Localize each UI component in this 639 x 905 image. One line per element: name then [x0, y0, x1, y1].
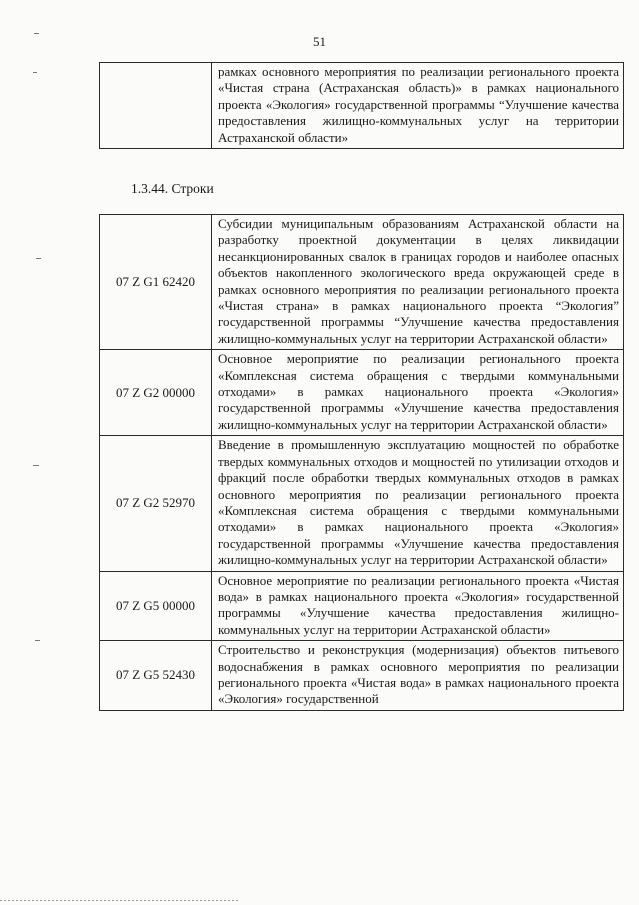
section-heading: 1.3.44. Строки: [131, 181, 214, 196]
code-cell: 07 Z G1 62420: [100, 215, 212, 350]
description-cell: Субсидии муниципальным образованиям Астраханской области на разработку проектной документации в целях ликвидации несанкционированных свалок в границах городов и наиболее опасных объектов накопленного экологического вреда окружающей среде в рамках основного мероприятия по реализации регионального проекта «Чистая страна» в рамках национального проекта “Экология” государственной программы “Улучшение качества предоставления жилищно-коммунальных услуг на территории Астраханской области»: [212, 215, 624, 350]
code-cell: 07 Z G5 00000: [100, 571, 212, 641]
table-row: [100, 215, 624, 350]
scan-edge-line: [0, 900, 240, 901]
scan-mark: [36, 258, 41, 259]
lines-table: [99, 214, 624, 711]
table-row: [100, 436, 624, 571]
code-cell: [100, 63, 212, 149]
page-number: 51: [313, 34, 326, 49]
scan-mark: [33, 465, 39, 466]
table-row: [100, 63, 624, 149]
description-cell: Основное мероприятие по реализации регионального проекта «Чистая вода» в рамках национального проекта «Экология» государственной программы «Улучшение качества предоставления жилищно-коммунальных услуг на территории Астраханской области»: [212, 571, 624, 641]
description-cell: Введение в промышленную эксплуатацию мощностей по обработке твердых коммунальных отходов и мощностей по утилизации отходов и фракций после обработки твердых коммунальных отходов в рамках основного мероприятия по реализации регионального проекта «Комплексная система обращения с твердыми коммунальными отходами» в рамках национального проекта «Экология» государственной программы «Улучшение качества предоставления жилищно-коммунальных услуг на территории Астраханской области»: [212, 436, 624, 571]
description-cell: рамках основного мероприятия по реализации регионального проекта «Чистая страна (Астраханская область)» в рамках национального проекта «Экология» государственной программы “Улучшение качества предоставления жилищно-коммунальных услуг на территории Астраханской области»: [212, 63, 624, 149]
code-cell: 07 Z G2 00000: [100, 350, 212, 436]
description-cell: Строительство и реконструкция (модернизация) объектов питьевого водоснабжения в рамках основного мероприятия по реализации регионального проекта «Чистая вода» в рамках национального проекта «Экология» государственной: [212, 641, 624, 711]
table-row: [100, 571, 624, 641]
scan-mark: [33, 72, 37, 73]
code-cell: 07 Z G2 52970: [100, 436, 212, 571]
table-row: [100, 641, 624, 711]
table-row: [100, 350, 624, 436]
description-cell: Основное мероприятие по реализации регионального проекта «Комплексная система обращения с твердыми коммунальными отходами» в рамках национального проекта «Экология» государственной программы «Улучшение качества предоставления жилищно-коммунальных услуг на территории Астраханской области»: [212, 350, 624, 436]
continued-table: [99, 62, 624, 149]
scan-mark: [34, 33, 39, 34]
scan-mark: [35, 640, 40, 641]
code-cell: 07 Z G5 52430: [100, 641, 212, 711]
